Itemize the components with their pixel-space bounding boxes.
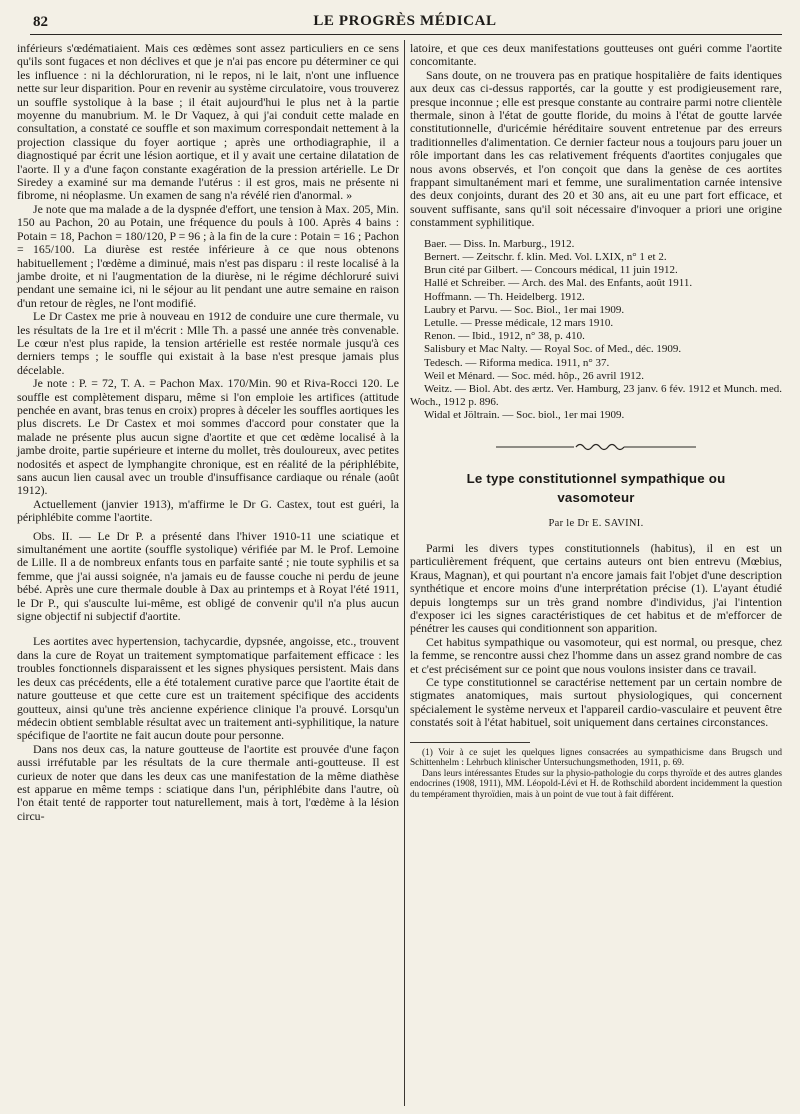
column-divider bbox=[404, 40, 405, 1106]
reference-item: Widal et Jöltrain. — Soc. biol., 1er mai 1909. bbox=[424, 409, 625, 422]
bibliography bbox=[410, 238, 782, 423]
reference-item: Baer. — Diss. In. Marburg., 1912. bbox=[424, 237, 575, 250]
reference-item: Letulle. — Presse médicale, 12 mars 1910. bbox=[424, 316, 614, 329]
left-column bbox=[17, 42, 399, 823]
paragraph: Le Dr Castex me prie à nouveau en 1912 de conduire une cure thermale, vu les résultats de la 1re et il m'écrit : Mlle Th. a passé une année très convenable. Le cœur n'est plus rapide, la tension artérielle est restée normale jusqu'à ces derniers temps ; le souffle qui existait à la base n'est presque jamais plus décelable. bbox=[17, 309, 399, 377]
paragraph: latoire, et que ces deux manifestations goutteuses ont guéri comme l'aortite concomitante. bbox=[410, 41, 782, 69]
header-rule bbox=[30, 34, 782, 35]
reference-item: Salisbury et Mac Nalty. — Royal Soc. of Med., déc. 1909. bbox=[424, 343, 682, 356]
footnote: (1) Voir à ce sujet les quelques lignes consacrées au sympathicisme dans Brugsch und Schittenhelm : Lehrbuch klinischer Untersuchungsmethoden, 1911, p. 69. bbox=[410, 747, 782, 769]
reference-item: Hallé et Schreiber. — Arch. des Mal. des Enfants, août 1911. bbox=[424, 277, 693, 290]
reference-item: Renon. — Ibid., 1912, n° 38, p. 410. bbox=[424, 330, 585, 343]
right-column bbox=[410, 42, 782, 801]
page-number: 82 bbox=[33, 14, 48, 30]
footnote: Dans leurs intéressantes Etudes sur la physio-pathologie du corps thyroïde et des autres glandes endocrines (1908, 1911), MM. Léopold-Lévi et H. de Rothschild abordent incidemment la question du tempérament thyroïdien, mais à un point de vue tout à fait différent. bbox=[410, 768, 782, 800]
paragraph: Sans doute, on ne trouvera pas en pratique hospitalière de faits identiques aux deux cas ci-dessus rapportés, car la goutte y est prodigieusement rare, presque inconnue ; elle est presque constante au contraire parmi notre clientèle thermale, sinon à l'état de goutte floride, du moins à l'état de goutte larvée constitutionnelle, d'uricémie héréditaire souvent entretenue par des erreurs traditionnelles d'alimentation. Ce dernier facteur nous a toujours paru jouer un rôle important dans les cas relativement fréquents d'aortites conjugales que nous avons observés, et l'on conçoit que dans la genèse de ces aortites frappant simultanément mari et femme, une suralimentation carnée intensive des deux conjoints, durant des 20 et 30 ans, ait eu une part fort efficace, et souvent suffisante, sans qu'il soit nécessaire d'invoquer a priori une origine constamment syphilitique. bbox=[410, 67, 782, 230]
paragraph: Cet habitus sympathique ou vasomoteur, qui est normal, ou presque, chez la femme, se rencontre aussi chez l'homme dans un assez grand nombre de cas et c'est précisément sur ce point que nous voulons insister dans ce travail. bbox=[410, 634, 782, 676]
paragraph: Je note que ma malade a de la dyspnée d'effort, une tension à Max. 205, Min. 150 au Pachon, 20 au Potain, une fréquence du pouls à 100. Après 4 bains : Potain = 18, Pachon = 180/120, P = 96 ; à la fin de la cure : Potain = 16 ; Pachon = 165/100. La diurèse est restée inférieure à ce que nous obtenons habituellement ; l'œdème a diminué, mais n'est pas disparu : il reste localisé à la jambe droite, et ni l'augmentation de la diurèse, ni le régime déchloruré suivi pendant une semaine ici, ni le séjour au lit pendant une autre semaine en raison d'un retour de règles, ne l'ont modifié. bbox=[17, 201, 399, 310]
paragraph: inférieurs s'œdématiaient. Mais ces œdèmes sont assez particuliers en ce sens qu'ils sont fugaces et non déclives et que je n'ai pas encore pu déterminer ce qui les influence : ni la déchloruration, ni le repos, ni le lait, n'ont une influence nette sur leur disparition. Pour en revenir au système circulatoire, vous trouverez un souffle systolique à la base ; il était aujourd'hui le plus net à la partie moyenne du manubrium. M. le Dr Vaquez, à qui j'ai conduit cette malade en consultation, a constaté ce souffle et son maximum correspondait nettement à la projection classique du foyer aortique ; après une orthodiagraphie, il a diagnostiqué par écrit une lésion aortique, et il y avait une certaine dilatation de l'aorte. Il y a d'une façon constante exagération de la pression artérielle. Le Dr Siredey a examiné sur ma demande l'utérus : il est gros, mais ne présente ni fibrome, ni néoplasme. Un examen de sang n'a révélé rien d'anormal. » bbox=[17, 41, 399, 203]
footnote-rule bbox=[410, 742, 530, 743]
paragraph: Parmi les divers types constitutionnels (habitus), il en est un particulièrement fréquent, que certains auteurs ont bien entrevu (Mœbius, Kraus, Magnan), et qui pourtant n'a encore jamais fait l'objet d'une description synthétique et encore moins d'une interprétation précise (1). L'ayant étudié depuis longtemps sur un très grand nombre d'individus, j'ai l'intention d'exposer ici les signes caractéristiques de cet habitus et de m'efforcer de pénétrer les causes qui conditionnent son apparition. bbox=[410, 540, 782, 636]
observation-paragraph: Obs. II. — Le Dr P. a présenté dans l'hiver 1910-11 une sciatique et simultanément une aortite (souffle systolique) vérifiée par M. le Prof. Lemoine de Lille. Il a de nombreux enfants tous en parfaite santé ; nie toute syphilis et sa femme, que j'ai aussi soignée, n'a jamais eu de fausse couche ni perdu de jeune bébé. Après une cure thermale double à Dax au printemps et à Royat l'été 1911, le Dr P., qui s'ausculte lui-même, est obligé de convenir qu'il n'a plus aucun signe objectif ni subjectif d'aortite. bbox=[17, 528, 399, 624]
reference-item: Hoffmann. — Th. Heidelberg. 1912. bbox=[424, 290, 585, 303]
paragraph: Les aortites avec hypertension, tachycardie, dypsnée, angoisse, etc., trouvent dans la cure de Royat un traitement symptomatique parfaitement efficace : les troubles fonctionnels disparaissent et les signes physiques persistent. Mais dans les deux cas précédents, elle a été totalement curative parce que l'aortite était de nature goutteuse et que cette cure est un traitement spécifique des accidents goutteux, ainsi qu'une très ancienne expérience clinique l'a prouvé. Lorsqu'un médecin obtient semblable résultat avec un traitement anti-syphilitique, la nature spécifique de l'aortite ne fait aucun doute pour personne. bbox=[17, 634, 399, 743]
journal-title: LE PROGRÈS MÉDICAL bbox=[313, 13, 497, 29]
paragraph: Actuellement (janvier 1913), m'affirme le Dr G. Castex, tout est guéri, la périphlébite comme l'aortite. bbox=[17, 496, 399, 525]
reference-item: Tedesch. — Riforma medica. 1911, n° 37. bbox=[424, 356, 610, 369]
reference-item: Weitz. — Biol. Abt. des ærtz. Ver. Hamburg, 23 janv. 6 fév. 1912 et Munch. med. Woch., 1912 p. 896. bbox=[410, 382, 782, 409]
article-title-line: vasomoteur bbox=[557, 489, 635, 505]
section-ornament bbox=[496, 441, 696, 453]
reference-item: Bernert. — Zeitschr. f. klin. Med. Vol. LXIX, n° 1 et 2. bbox=[424, 250, 667, 263]
page-header bbox=[30, 10, 780, 34]
reference-item: Brun cité par Gilbert. — Concours médical, 11 juin 1912. bbox=[424, 264, 678, 277]
footnotes bbox=[410, 748, 782, 801]
reference-item: Laubry et Parvu. — Soc. Biol., 1er mai 1909. bbox=[424, 303, 625, 316]
article-byline: Par le Dr E. SAVINI. bbox=[548, 517, 644, 529]
article-title-line: Le type constitutionnel sympathique ou bbox=[466, 470, 726, 486]
paragraph: Je note : P. = 72, T. A. = Pachon Max. 170/Min. 90 et Riva-Rocci 120. Le souffle est complètement disparu, même si l'on emploie les artifices (attitude penchée en avant, bras tenus en croix) propres à déceler les souffles aortiques les plus discrets. Le Dr Castex et moi sommes d'accord pour constater que la malade ne présente plus aucun signe d'aortite et que cet œdème localisé à la jambe droite, partie supérieure et interne du mollet, très douloureux, avec petites nodosités et aspect de lymphangite chronique, est en réalité de la périphlébite, sans aucun lien causal avec un trouble d'insuffisance cardiaque ou rénale (août 1912). bbox=[17, 376, 399, 498]
reference-item: Weil et Ménard. — Soc. méd. hôp., 26 avril 1912. bbox=[424, 369, 644, 382]
paragraph: Ce type constitutionnel se caractérise nettement par un certain nombre de stigmates anatomiques, mais surtout physiologiques, qui concernent spécialement le système nerveux et l'appareil cardio-vasculaire et peuvent être constatés soit à l'état habituel, soit uniquement dans certaines circonstances. bbox=[410, 675, 782, 730]
article-body bbox=[410, 542, 782, 730]
article-title bbox=[410, 469, 782, 507]
paragraph: Dans nos deux cas, la nature goutteuse de l'aortite est prouvée d'une façon aussi irréfutable par les résultats de la cure thermale anti-goutteuse. Il est curieux de noter que dans les deux cas une manifestation de la même diathèse est apparue en même temps : sciatique dans l'un, périphlébite dans l'autre, où l'on était tenté de rapporter tout naturellement, mais à tort, l'œdème à la lésion circu- bbox=[17, 741, 399, 823]
